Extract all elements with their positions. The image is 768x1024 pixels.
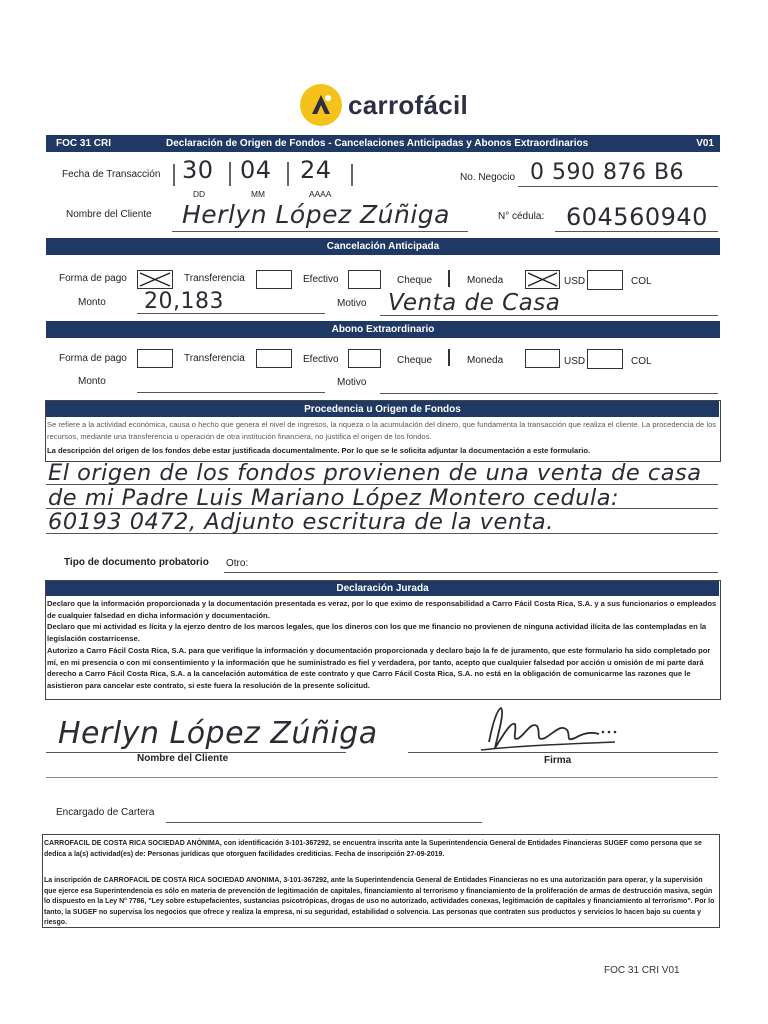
abono-monto-line[interactable] xyxy=(137,392,325,393)
cancel-usd-checkbox[interactable] xyxy=(525,270,560,289)
declaracion-p1: Declaro que la información proporcionada y la documentación presentada es veraz, por lo que eximo de responsabilidad a Carro Fácil Costa Rica, S.A. y a sus funcionarios o empleados de cualquier falsedad en dicha información y documentación. xyxy=(47,599,717,620)
client-value[interactable]: Herlyn López Zúñiga xyxy=(182,200,450,229)
abono-motivo-line[interactable] xyxy=(380,393,718,394)
cancel-transferencia-box[interactable] xyxy=(256,270,292,289)
procedencia-intro: Se refiere a la actividad económica, causa o hecho que genera el nivel de ingresos, la riqueza o la acumulación del dinero, que fundamenta la transacción que realiza el cliente. La procedencia de los recursos, mediante una transferencia u operación de otra institución financiera, no justifica el origen de los fondos. xyxy=(47,420,717,441)
cancel-forma-label: Forma de pago xyxy=(59,273,127,284)
cedula-value[interactable]: 604560940 xyxy=(566,203,708,231)
cancel-monto-label: Monto xyxy=(78,297,106,308)
footer-code: FOC 31 CRI V01 xyxy=(604,965,680,976)
form-code: FOC 31 CRI xyxy=(56,138,112,149)
form-header-bar xyxy=(46,135,720,152)
separator-line xyxy=(46,777,718,778)
cedula-label: N° cédula: xyxy=(498,211,545,222)
abono-col-label: COL xyxy=(631,356,652,367)
abono-usd-checkbox[interactable] xyxy=(525,349,560,368)
abono-transferencia-box[interactable] xyxy=(256,349,292,368)
abono-motivo-label: Motivo xyxy=(337,377,367,388)
form-title: Declaración de Origen de Fondos - Cancelaciones Anticipadas y Abonos Extraordinarios xyxy=(166,138,589,149)
client-line xyxy=(172,231,468,232)
declaracion-p3: Autorizo a Carro Fácil Costa Rica, S.A. para que verifique la información y documentación proporcionada y declaro bajo la fe de juramento, que este formulario ha sido completado por mí, en mi presencia o con mi consentimiento y la información que he suministrado es fiel y verdadera, por tanto, acepto que cualquier falsedad por acción u omisión de mi parte dará derecho a Carro Fácil Costa Rica, S.A. a la cancelación automática de este contrato y que Carro Fácil Costa Rica, S.A. no está en la obligación de comunicarme las razones que le asistieron para cancelar este contrato, si este fuera la resolución de la presente solicitud. xyxy=(47,646,711,690)
procedencia-title: Procedencia u Origen de Fondos xyxy=(304,403,461,415)
negocio-line xyxy=(518,186,718,187)
abono-transferencia-label: Transferencia xyxy=(184,353,245,364)
abono-forma-label: Forma de pago xyxy=(59,353,127,364)
procedencia-bar xyxy=(46,401,719,417)
client-signature-label: Nombre del Cliente xyxy=(137,753,229,764)
cancel-transferencia-checkbox[interactable] xyxy=(137,270,173,289)
cancel-efectivo-checkbox[interactable] xyxy=(348,270,381,289)
abono-col-checkbox[interactable] xyxy=(587,349,623,369)
firma-label: Firma xyxy=(544,755,572,766)
abono-title: Abono Extraordinario xyxy=(331,324,435,335)
tipo-doc-line[interactable] xyxy=(224,572,718,573)
negocio-value[interactable]: 0 590 876 B6 xyxy=(530,160,685,185)
origin-text-2[interactable]: de mi Padre Luis Mariano López Montero cedula: xyxy=(48,485,620,511)
abono-moneda-label: Moneda xyxy=(467,355,504,366)
cancel-motivo-label: Motivo xyxy=(337,298,367,309)
cancel-efectivo-label: Efectivo xyxy=(303,274,339,285)
negocio-label: No. Negocio xyxy=(460,172,516,183)
date-month[interactable]: 04 xyxy=(240,156,272,184)
origin-text-1[interactable]: El origen de los fondos provienen de una venta de casa xyxy=(48,460,702,486)
cancel-motivo-value[interactable]: Venta de Casa xyxy=(388,290,561,316)
abono-monto-label: Monto xyxy=(78,376,106,387)
cancelacion-bar xyxy=(46,238,720,255)
carrofacil-logo-icon xyxy=(300,84,342,126)
divider xyxy=(448,349,450,366)
legal-p2: La inscripción de CARROFACIL DE COSTA RICA SOCIEDAD ANONIMA, 3-101-367292, ante la Superintendencia General de Entidades Financieras no es una autorización para operar, y la supervisión que ejerce esa Superintendencia es sólo en materia de prevención de legitimación de capitales, financiamiento al terrorismo y financiamiento de la proliferación de armas de destrucción masiva, según lo dispuesto en la Ley N° 7786, "Ley sobre estupefacientes, sustancias psicotrópicas, drogas de uso no autorizado, actividades conexas, legitimación de capitales y financiamiento al terrorismo". Por lo tanto, la SUGEF no supervisa los negocios que ofrece y realiza la empresa, ni su seguridad, estabilidad o solvencia. Las personas que contraten sus productos y servicios lo hacen bajo su cuenta y riesgo. xyxy=(44,877,715,926)
abono-efectivo-checkbox[interactable] xyxy=(348,349,381,368)
cancel-col-label: COL xyxy=(631,276,652,287)
abono-usd-label: USD xyxy=(564,356,586,367)
cancel-usd-label: USD xyxy=(564,276,586,287)
firma-line xyxy=(408,752,718,753)
encargado-line[interactable] xyxy=(166,822,482,823)
abono-cheque-label: Cheque xyxy=(397,355,433,366)
aaaa-label: AAAA xyxy=(309,189,332,199)
abono-transferencia-checkbox[interactable] xyxy=(137,349,173,368)
dd-label: DD xyxy=(193,189,206,199)
checked-x-icon xyxy=(138,271,172,288)
cedula-line xyxy=(555,231,718,232)
encargado-label: Encargado de Cartera xyxy=(56,807,155,818)
date-day[interactable]: 30 xyxy=(182,156,214,184)
mm-label: MM xyxy=(251,189,265,199)
client-signature-name[interactable]: Herlyn López Zúñiga xyxy=(58,716,378,751)
tipo-doc-label: Tipo de documento probatorio xyxy=(64,557,209,568)
client-label: Nombre del Cliente xyxy=(66,209,152,220)
divider xyxy=(448,270,450,287)
procedencia-note: La descripción del origen de los fondos debe estar justificada documentalmente. Por lo que se le solicita adjuntar la documentación a este formulario. xyxy=(47,446,591,455)
declaracion-p2: Declaro que mi actividad es lícita y la ejerzo dentro de los marcos legales, que los dineros con los que me financio no provienen de ninguna actividad ilícita de las contempladas en la legislación costarricense. xyxy=(47,622,707,643)
cancel-transferencia-label: Transferencia xyxy=(184,273,245,284)
legal-p1: CARROFACIL DE COSTA RICA SOCIEDAD ANÓNIMA, con identificación 3-101-367292, se encuentra inscrita ante la Superintendencia General de Entidades Financieras SUGEF como persona que se dedica a la(s) actividad(es) de: Personas jurídicas que otorguen facilidades crediticias. Fecha de inscripción 27-09-2019. xyxy=(44,840,702,858)
brand-name: carrofácil xyxy=(348,89,469,120)
checked-x-icon xyxy=(526,271,559,288)
cancelacion-title: Cancelación Anticipada xyxy=(326,241,440,252)
abono-bar xyxy=(46,321,720,338)
origin-text-3[interactable]: 60193 0472, Adjunto escritura de la venta. xyxy=(48,509,554,535)
date-year[interactable]: 24 xyxy=(300,156,332,184)
cancel-moneda-label: Moneda xyxy=(467,275,504,286)
date-label: Fecha de Transacción xyxy=(62,169,161,180)
otro-label: Otro: xyxy=(226,558,249,569)
declaracion-bar xyxy=(46,581,719,596)
form-version: V01 xyxy=(696,138,714,149)
abono-efectivo-label: Efectivo xyxy=(303,354,339,365)
cancel-col-checkbox[interactable] xyxy=(587,270,623,290)
brand-logo xyxy=(300,84,468,126)
declaracion-title: Declaración Jurada xyxy=(336,583,429,594)
cancel-cheque-label: Cheque xyxy=(397,275,433,286)
cancel-monto-value[interactable]: 20,183 xyxy=(144,289,224,314)
